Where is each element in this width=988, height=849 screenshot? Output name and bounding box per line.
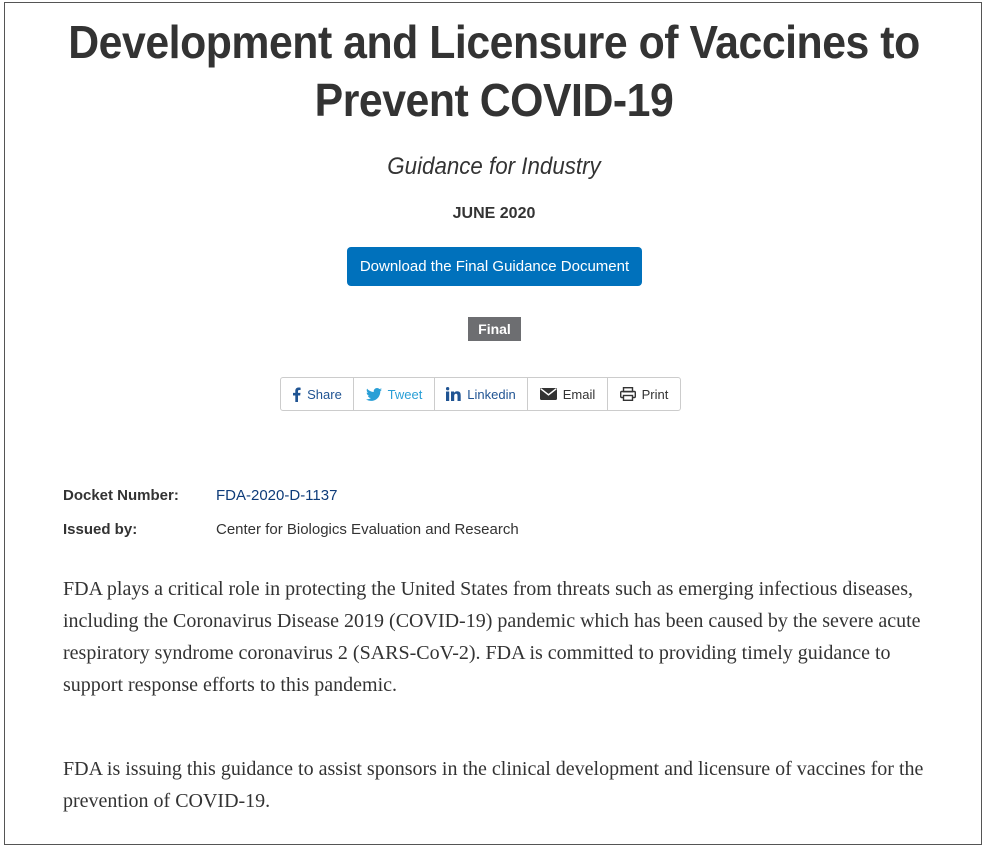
publication-date: JUNE 2020 [452,205,536,222]
page-title: Development and Licensure of Vaccines to Prevent COVID-19 [68,16,920,126]
print-label: Print [641,386,669,402]
docket-number-link[interactable]: FDA-2020-D-1137 [216,487,338,504]
docket-number-label: Docket Number: [63,487,179,504]
share-toolbar [280,377,681,411]
email-label: Email [562,386,596,402]
twitter-icon [366,388,382,401]
status-badge: Final [468,317,521,341]
issued-by-value: Center for Biologics Evaluation and Research [216,521,519,538]
body-paragraph: FDA is issuing this guidance to assist sponsors in the clinical development and licensure of vaccines for the prevention of COVID-19. [63,758,924,812]
linkedin-icon [446,387,461,401]
email-icon [540,388,557,400]
print-icon [620,387,636,401]
share-label: Share [307,386,342,402]
page-frame [4,2,982,845]
print-button[interactable] [608,378,680,410]
facebook-icon [292,387,301,402]
share-linkedin-button[interactable] [435,378,528,410]
tweet-label: Tweet [387,386,423,402]
download-guidance-button[interactable]: Download the Final Guidance Document [347,247,642,286]
page-subtitle: Guidance for Industry [387,153,601,180]
linkedin-label: Linkedin [467,386,516,402]
share-facebook-button[interactable] [281,378,354,410]
share-email-button[interactable] [528,378,608,410]
body-paragraph: FDA plays a critical role in protecting the United States from threats such as emerging infectious diseases, including the Coronavirus Disease 2019 (COVID-19) pandemic which has been caused by the severe acute respiratory syndrome coronavirus 2 (SARS-CoV-2). FDA is committed to providing timely guidance to support response efforts to this pandemic. [63,578,921,696]
share-twitter-button[interactable] [354,378,435,410]
issued-by-label: Issued by: [63,521,138,538]
